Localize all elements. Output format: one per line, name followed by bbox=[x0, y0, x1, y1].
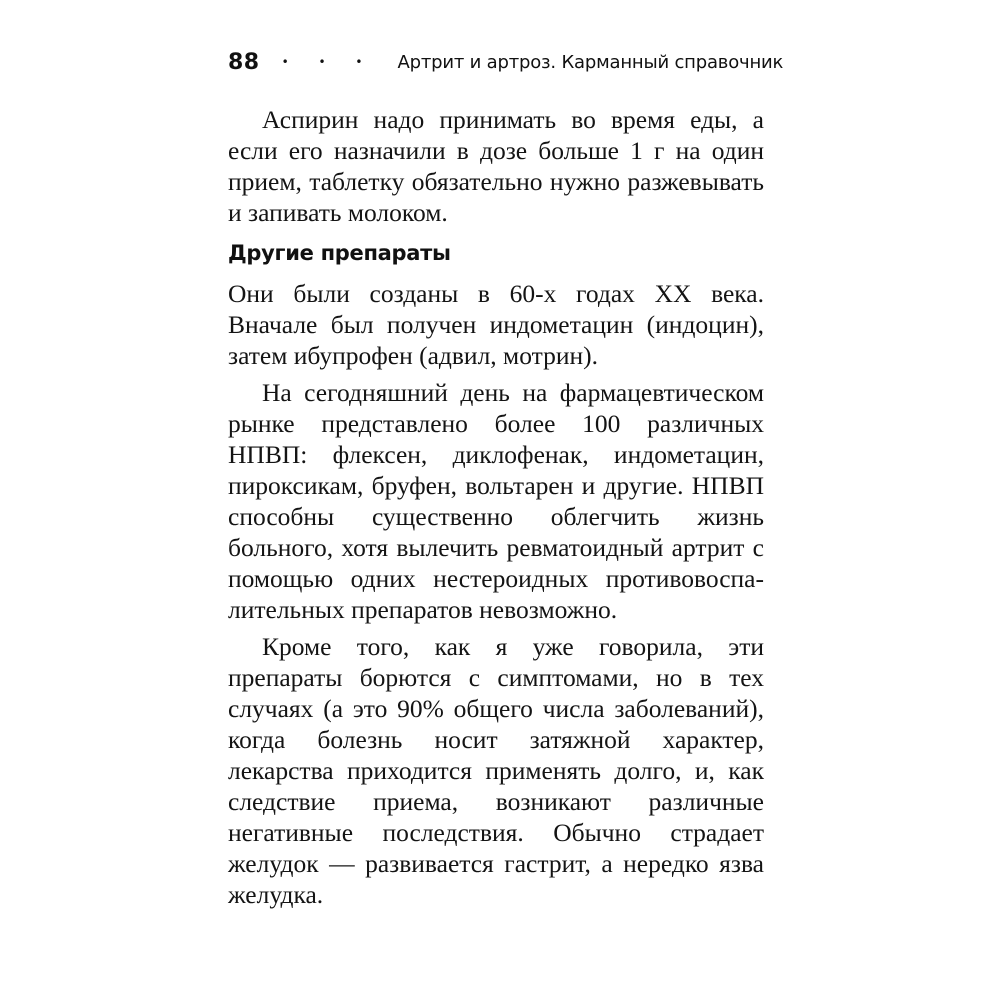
section-heading: Другие препараты bbox=[228, 241, 451, 265]
book-title: Артрит и артроз. Карманный справочник bbox=[397, 51, 784, 73]
paragraph-nsaid-market: На сегодняшний день на фармацевтическом рынке представлено более 100 различных НПВП: флексен, диклофенак, индометацин, пироксикам, бруфен, вольтарен и другие. НПВП способны существенно облегчить жизнь больного, хотя вылечить ревматоидный артрит с помощью одних нестероидных противовоспалительных препаратов невозможно. bbox=[228, 378, 764, 624]
paragraph-history: Они были созданы в 60-х годах ХХ века. Вначале был получен индометацин (индоцин), затем ибупрофен (адвил, мотрин). bbox=[228, 279, 764, 370]
paragraph-aspirin: Аспирин надо принимать во время еды, а если его назначили в дозе больше 1 г на один прием, таблетку обязательно нужно разжевывать и запивать молоком. bbox=[228, 105, 764, 227]
page-number: 88 bbox=[228, 49, 260, 75]
book-page bbox=[228, 44, 784, 964]
header-separator-dots: • • • bbox=[281, 55, 376, 69]
paragraph-side-effects: Кроме того, как я уже говорила, эти препараты борются с симптомами, но в тех случаях (а это 90% общего числа заболеваний), когда болезнь носит затяжной характер, лекарства приходится применять долго, и, как следствие приема, возникают различные негативные последствия. Обычно страдает желудок — развивается гастрит, а нередко язва желудка. bbox=[228, 632, 764, 909]
running-head bbox=[228, 44, 784, 80]
page-body bbox=[228, 104, 764, 910]
